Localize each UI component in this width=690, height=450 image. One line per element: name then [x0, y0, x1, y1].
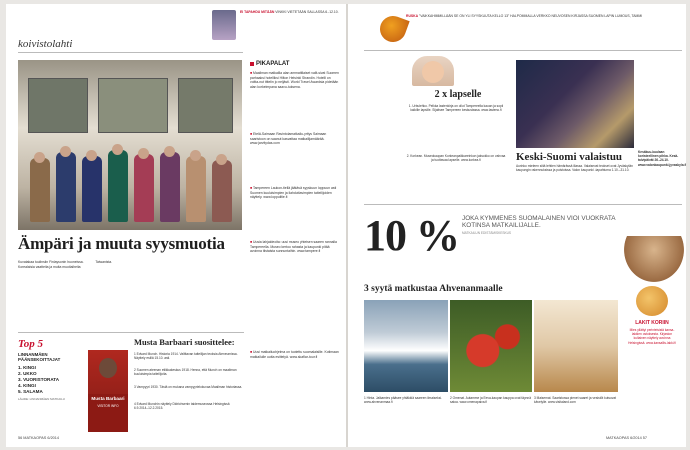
- article-intro: Kuvatakaa tuulinsiin Finlaysonin huoneissa. Korealaisia vaatteita ja muita muotiaiheita Taiwanista.: [18, 260, 113, 269]
- page-footer-right: MATKAOPAS 6/2014 57: [606, 436, 648, 440]
- person-head: [164, 146, 175, 157]
- section-rule: [18, 52, 243, 53]
- keski-suomi-title: Keski-Suomi valaistuu: [516, 151, 623, 163]
- top5-item: 3. VUORISTORATA: [18, 377, 60, 382]
- musta-item: 3 Vampyyri 1930. Tästä on mukana vampyyrielokuvaa Maailman historiassa.: [134, 385, 243, 389]
- lakit-title: LAKIT KORIIN: [635, 320, 669, 326]
- top5-list: [18, 365, 78, 395]
- musta-item: 2 Suomen ateenan etiikkakeskus 1918. Henna, että Munch on maailman kuuluisimpia taiteilijoita.: [134, 368, 237, 377]
- person: [82, 156, 102, 222]
- pikapalat-item: ■ Uusia lahjaideoita: uusi museo yhteisen saaren rannalla Tampereella. Museo kertoo rahasta ja kaupunki pitää avoinna tiistaista sunnuntaihin. www.tampere.fi: [250, 240, 337, 253]
- street-fashion-photo: [18, 60, 242, 230]
- stat-source: MATKAILUN EDISTÄMISKESKUS: [462, 231, 512, 236]
- person-head: [34, 152, 45, 163]
- ruska-strong: RUSKA: [406, 14, 419, 18]
- mushroom-photo: [624, 236, 684, 282]
- lapselle-title: 2 x lapselle: [434, 89, 482, 100]
- portrait-caption-name: Musta Barbaari: [91, 396, 125, 401]
- pikapalat-item: ■ Uusi matkailuohjelma on tuotettu suomalaisille. Kotimaan matkailulle uutta esittelyä. www.skaflar-tour.fi: [250, 350, 339, 359]
- top5-item: 4. KINGI: [18, 383, 36, 388]
- lapselle-item: 2. Korkean. Museokaupan Korkeanpaikkareinkon jaksokko on vahvaa ja tuottavaa lapselle. www.korkea.fi: [406, 154, 506, 163]
- keski-suomi-text: Aurinko mieleen siitä lehtien hämärässä illassa. Valaisevat teokset ovat Jyväskylän kaupungin rakennuksissa ja puistoissa. Valon kaupunki -tapahtuma 1.10.–31.10.: [516, 164, 633, 173]
- person-head: [190, 150, 201, 161]
- person: [160, 152, 180, 222]
- left-page: [6, 4, 346, 447]
- vinkki-strong: EI TAPAHDU MITÄÄN: [240, 10, 275, 14]
- vinkki-note: [240, 10, 340, 15]
- shop-front: [178, 78, 233, 133]
- musta-item: 4 Edvard Munchin näyttely Didrichsenin taidemuseossa Helsingissä 6.9.2014–12.2.2015.: [134, 402, 230, 411]
- ship-photo: [364, 300, 448, 392]
- vinkki-text: VINKKI VIETETÄÄN SALLASSA 6.-12.10.: [275, 10, 339, 14]
- ruska-quote: [406, 14, 646, 19]
- stat-text-block: [462, 215, 622, 235]
- person-head: [112, 144, 123, 155]
- person-head: [138, 148, 149, 159]
- pikapalat-item-text: Uusi matkailuohjelma on tuotettu suomalaisille. Kotimaan matkailulle uutta esittelyä. www.skaflar-tour.fi: [250, 350, 339, 359]
- hat-photo: [636, 286, 668, 316]
- stat-text: JOKA KYMMENES SUOMALAINEN VIOI VUOKRATA KOTINSA MATKAILIJALLE.: [462, 215, 616, 230]
- person: [212, 160, 232, 222]
- apples-photo: [450, 300, 532, 392]
- person: [56, 152, 76, 222]
- ahvenanmaa-title: 3 syytä matkustaa Ahvenanmaalle: [364, 284, 503, 294]
- right-page: [348, 4, 686, 447]
- top5-box: [18, 338, 78, 401]
- keski-suomi-light-photo: [516, 60, 634, 148]
- pikapalat-item: ■ Tampereen Laukon-tiellä jäätävä syyskuun loppuun asti Suomen kuuluisimpien ja ilahduttavimpien taiteilijoiden näyttely. www.loppulitie.fi: [250, 186, 337, 199]
- ahvenanmaa-caption: 1 Hinta. Jalkamies pääsee yhtäkkiä saareen ilmaiseksi. www.ahvenanmaa.fi: [364, 396, 442, 405]
- person-head: [60, 146, 71, 157]
- pikapalat-item-text: Tampereen Laukon-tiellä jäätävä syyskuun loppuun asti Suomen kuuluisimpien ja ilahduttavimpien taiteilijoiden näyttely. www.loppulitie.fi: [250, 186, 337, 199]
- person: [186, 156, 206, 222]
- top5-item: 2. UKKO: [18, 371, 37, 376]
- top5-item: 5. SALAMA: [18, 389, 43, 394]
- top5-subtitle: LINNANMÄEN PÄÄNSEKOITTAJAT: [18, 352, 61, 362]
- stat-ten-percent: 10 %: [364, 211, 459, 260]
- person: [108, 150, 128, 222]
- keski-suomi-side-note: Kesäkuu-kuulaan koristeellinen pihka. Kesä-talvipäivät 26.-24.10. www.valonkaupunki.jyvaskyla.fi: [638, 150, 686, 167]
- box-head-photo: [212, 10, 236, 40]
- shop-front: [28, 78, 88, 133]
- pikapalat-item: ■ Etelä-Saimaan Ravintolamatkailu-yritys Saimaan saaristoon on saanut kasvattaa matkailijamäärää. www.jarvitydas.com: [250, 132, 327, 145]
- person: [134, 154, 154, 222]
- magazine-spread: [6, 4, 686, 447]
- lakit-text: Mies yllättyi perinteisistä kansa-lakkien ostoksesta. Kirjaston kultainen näyttely avoinna Helsingissä. www.kansallis-lakki.fi: [628, 328, 676, 345]
- lakit-koriin-box: [624, 286, 680, 404]
- lapselle-item: 1. Urbulehko. Pelkka lastenkirja on ollut Tampereella kauan ja sopii kaikille lapsille. Sijaitsee Tampereen keskustassa. www.lasteno.fi: [408, 104, 504, 113]
- autumn-leaf-icon: [376, 12, 409, 45]
- page-footer-left: 56 MATKAOPAS 6/2014: [18, 436, 60, 440]
- child-face: [422, 61, 444, 83]
- divider: [364, 204, 682, 205]
- divider: [364, 50, 682, 51]
- top5-title: Top 5: [18, 338, 43, 350]
- ahvenanmaa-caption: 3 Maisemat. Saaristossa pienet saaret ja vesistöt kutsuvat kävelylle. www.visitaland.com: [534, 396, 617, 405]
- pikapalat-title: PIKAPALAT: [256, 61, 290, 67]
- pikapalat-item-text: Uusia lahjaideoita: uusi museo yhteisen saaren rannalla Tampereella. Museo kertoo rahasta ja kaupunki pitää avoinna tiistaista sunnuntaihin. www.tampere.fi: [250, 240, 337, 253]
- person-head: [86, 150, 97, 161]
- section-title: koivistolahti: [18, 38, 73, 50]
- ahvenanmaa-caption: 2 Omenat. Autamme ja Eeva-kaupan kauppa ovat täynnä satoa. www.omenapaiva.fi: [450, 396, 531, 405]
- top5-source: LÄHDE: LINNANMÄEN MATKAILU: [18, 397, 65, 401]
- divider: [18, 332, 244, 333]
- top5-item: 1. KINGI: [18, 365, 36, 370]
- musta-item: 1 Edvard Munch. Historia 1914. Valittavan taiteilijan teoksia Ateneumissa. Näyttely esillä 15.10. asti.: [134, 352, 238, 361]
- pikapalat-item-text: Maailman matkailla alan ammattilaiset valit-sivat Suomen parhaaksi hotelliksi Hilton Helsinki Strandin. Hotelli on voitta-nut tittelin jo neljästi. World Travel Awardsia pidetään alan korkeimpana saavu-tuksena.: [250, 71, 339, 89]
- person: [30, 158, 50, 222]
- child-photo: [412, 56, 454, 86]
- ruska-text: "VAIKKAHIMMILLÄÄN SE ON YLI SYYSKUUTA KELLO 13" HALPOMMALLA VERKKO NEUVOSEN KIRJASSA SUOMEN LAPIN LUMOUS, TAMMI: [419, 14, 643, 18]
- portrait-caption: [88, 394, 128, 432]
- pikapalat-marker: [250, 62, 254, 66]
- person-head: [216, 154, 227, 165]
- musta-barbaari-portrait: [88, 350, 128, 432]
- pikapalat-item: ■ Maailman matkailla alan ammattilaiset valit-sivat Suomen parhaaksi hotelliksi Hilton Helsinki Strandin. Hotelli on voitta-nut tittelin jo neljästi. World Travel Awardsia pidetään alan korkeimpana saavu-tuksena.: [250, 71, 339, 89]
- portrait-caption-sub: VISITOR INFO: [97, 404, 119, 408]
- portrait-face: [99, 358, 117, 378]
- pikapalat-item-text: Etelä-Saimaan Ravintolamatkailu-yritys Saimaan saaristoon on saanut kasvattaa matkailijamäärää. www.jarvitydas.com: [250, 132, 327, 145]
- article-headline: Ämpäri ja muuta syysmuotia: [18, 234, 225, 253]
- shop-front: [98, 78, 168, 133]
- landscape-photo: [534, 300, 618, 392]
- musta-title: Musta Barbaari suosittelee:: [134, 337, 235, 347]
